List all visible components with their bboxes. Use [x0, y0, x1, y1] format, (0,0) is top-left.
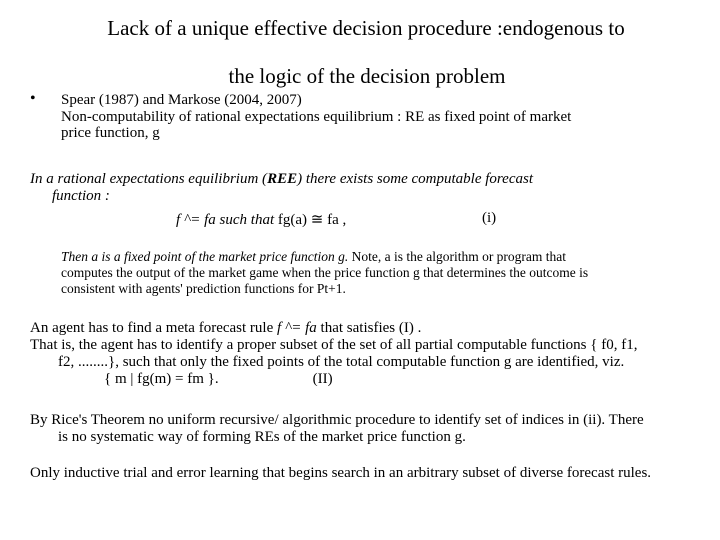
conclusion-paragraph [30, 465, 702, 482]
equation-ii-label: (II) [312, 371, 333, 387]
fixed-point-paragraph [61, 249, 588, 297]
ree-line-1 [30, 171, 702, 188]
ree-line-2: function : [52, 188, 110, 204]
fixed-point-line-3: consistent with agents' prediction functions for Pt+1. [61, 281, 346, 296]
agent-line-1 [30, 320, 702, 337]
agent-forecast-rule: f ^= fa [277, 320, 317, 336]
agent-text-post: that satisfies (I) . [316, 320, 422, 336]
fixed-point-note: Note, a is the algorithm or program that [348, 249, 567, 264]
agent-text-pre: An agent has to find a meta forecast rule [30, 320, 277, 336]
equation-ii [30, 371, 702, 388]
ree-text-post: ) there exists some computable forecast [297, 171, 533, 187]
bullet-line-1: Spear (1987) and Markose (2004, 2007) [61, 92, 302, 108]
rice-line-2: is no systematic way of forming REs of the market price function g. [58, 429, 466, 445]
bullet-line-3: price function, g [61, 125, 160, 141]
agent-paragraph [30, 320, 702, 388]
rice-line-1: By Rice's Theorem no uniform recursive/ algorithmic procedure to identify set of indices in (ii). There [30, 412, 644, 428]
equation-i-rhs: fg(a) ≅ fa , [277, 212, 347, 228]
rice-theorem-paragraph [30, 412, 702, 446]
slide-title-line-1: Lack of a unique effective decision procedure :endogenous to [107, 16, 625, 40]
equation-i-label: (i) [482, 210, 497, 226]
bullet-marker: • [30, 90, 36, 107]
slide-title-line-2: the logic of the decision problem [228, 64, 506, 88]
agent-line-2: That is, the agent has to identify a proper subset of the set of all partial computable functions { f0, f1, [30, 337, 638, 353]
equation-i-lhs: f ^= fa such that [176, 212, 278, 228]
ree-text-pre: In a rational expectations equilibrium ( [30, 171, 268, 187]
equation-i [176, 210, 497, 229]
conclusion-line-1: Only inductive trial and error learning that begins search in an arbitrary subset of diverse forecast rules. [30, 465, 652, 481]
fixed-point-italic: Then a is a fixed point of the market price function g. [61, 249, 349, 264]
ree-paragraph [30, 171, 702, 205]
fixed-point-line-2: computes the output of the market game when the price function g that determines the outcome is [61, 265, 589, 280]
fixed-point-line-1 [61, 249, 588, 265]
ree-abbreviation: REE [267, 171, 298, 187]
bullet-line-2: Non-computability of rational expectations equilibrium : RE as fixed point of market [61, 108, 572, 125]
agent-line-3: f2, ........}, such that only the fixed points of the total computable function g are identified, viz. [58, 354, 625, 370]
bullet-item [61, 92, 571, 142]
equation-ii-set: { m | fg(m) = fm }. [104, 371, 219, 387]
